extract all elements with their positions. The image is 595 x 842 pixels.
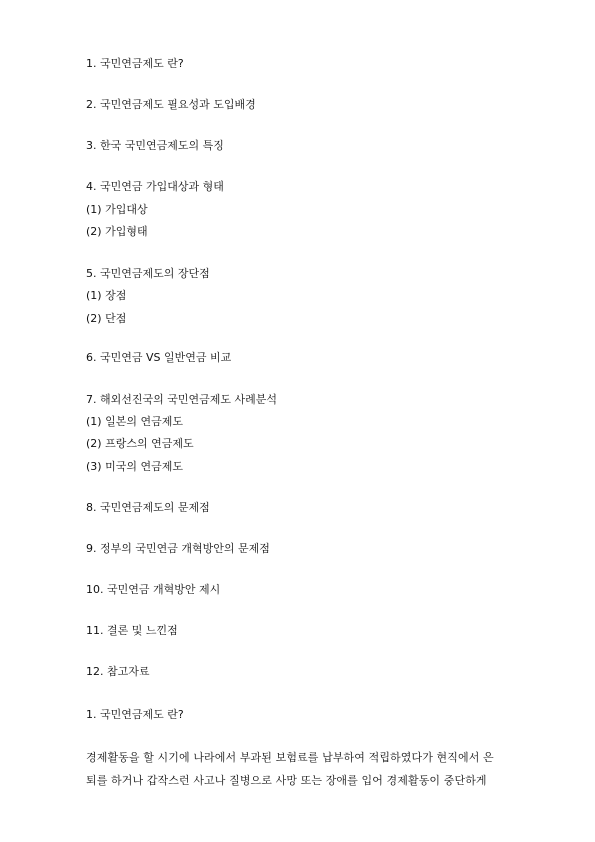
toc-item-3: 3. 한국 국민연금제도의 특징 bbox=[86, 139, 224, 152]
toc-item-8: 8. 국민연금제도의 문제점 bbox=[86, 501, 210, 514]
section-1-heading: 1. 국민연금제도 란? bbox=[86, 708, 184, 721]
section-1-body-line-1: 경제활동을 할 시기에 나라에서 부과된 보험료를 납부하여 적립하였다가 현직에서 은 bbox=[86, 751, 494, 764]
toc-item-4-sub-2: (2) 가입형태 bbox=[86, 225, 148, 238]
toc-item-4-sub-1: (1) 가입대상 bbox=[86, 203, 148, 216]
toc-item-7-sub-1: (1) 일본의 연금제도 bbox=[86, 415, 183, 428]
toc-item-7-sub-2: (2) 프랑스의 연금제도 bbox=[86, 437, 194, 450]
toc-item-5-sub-2: (2) 단점 bbox=[86, 312, 127, 325]
toc-item-6: 6. 국민연금 VS 일반연금 비교 bbox=[86, 351, 232, 364]
toc-item-9: 9. 정부의 국민연금 개혁방안의 문제점 bbox=[86, 542, 270, 555]
toc-item-5: 5. 국민연금제도의 장단점 bbox=[86, 267, 210, 280]
toc-item-4: 4. 국민연금 가입대상과 형태 bbox=[86, 180, 224, 193]
toc-item-10: 10. 국민연금 개혁방안 제시 bbox=[86, 583, 221, 596]
section-1-body-line-2: 퇴를 하거나 갑작스런 사고나 질병으로 사망 또는 장애를 입어 경제활동이 중단하게 bbox=[86, 774, 487, 787]
toc-item-2: 2. 국민연금제도 필요성과 도입배경 bbox=[86, 98, 256, 111]
toc-item-1: 1. 국민연금제도 란? bbox=[86, 57, 184, 70]
toc-item-11: 11. 결론 및 느낀점 bbox=[86, 624, 178, 637]
toc-item-7-sub-3: (3) 미국의 연금제도 bbox=[86, 460, 183, 473]
toc-item-12: 12. 참고자료 bbox=[86, 665, 150, 678]
toc-item-7: 7. 해외선진국의 국민연금제도 사례분석 bbox=[86, 393, 277, 406]
toc-item-5-sub-1: (1) 장점 bbox=[86, 289, 127, 302]
